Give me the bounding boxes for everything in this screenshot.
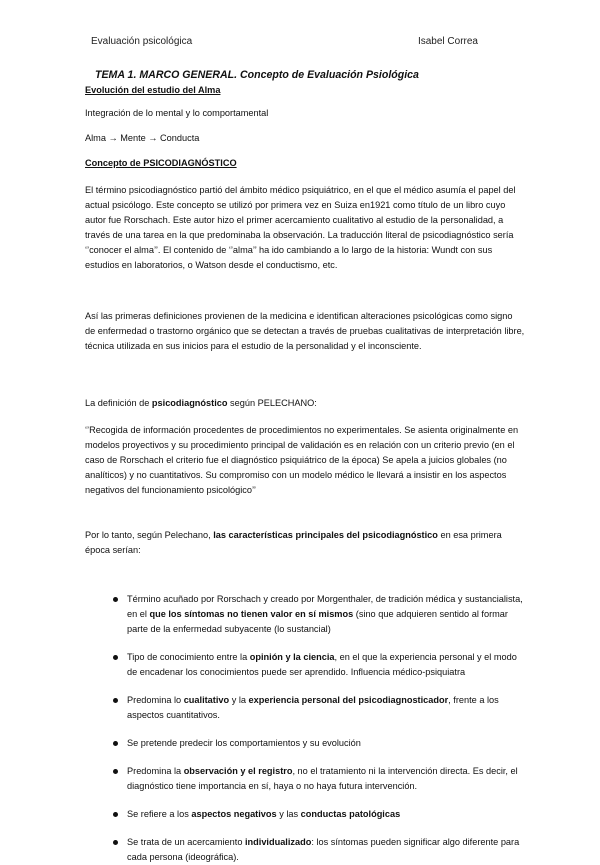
intro-bold: las características principales del psicodiagnóstico	[213, 530, 438, 540]
list-item-bold: experiencia personal del psicodiagnosticador	[248, 695, 449, 705]
list-item-bold: que los síntomas no tienen valor en sí mismos	[149, 609, 354, 619]
list-item-bold: individualizado	[244, 837, 312, 847]
list-item-text: Predomina la	[127, 766, 184, 776]
paragraph-alma-mente-conducta: Alma → Mente → Conducta	[85, 133, 200, 143]
page-title: TEMA 1. MARCO GENERAL. Concepto de Evaluación Psiológica	[95, 69, 419, 81]
list-item-text: Tipo de conocimiento entre la	[127, 652, 250, 662]
list-item-text: , no el tratamiento ni la intervención directa. Es decir, el diagnóstico tiene importancia en sí, haya o no haya futura intervención.	[127, 766, 518, 791]
list-item	[85, 592, 525, 637]
bullet-dot-icon	[113, 741, 118, 746]
list-item-text: Se refiere a los	[127, 809, 192, 819]
list-item-text: y la	[229, 695, 249, 705]
list-item-text: Término acuñado por Rorschach y creado por Morgenthaler, de tradición médica y sustancialista, en el	[127, 594, 523, 619]
bullet-dot-icon	[113, 698, 118, 703]
header-left-text: Evaluación psicológica	[91, 36, 193, 47]
list-item	[85, 650, 525, 680]
paragraph-primeras-definiciones: Así las primeras definiciones provienen de la medicina e identifican alteraciones psicológicas como signo de enfermedad o trastorno orgánico que se detectan a través de pruebas cualitativas de interpretación libre, técnica utilizada en sus inicios para el estudio de la personalidad y el inconsciente.	[85, 311, 525, 351]
section-heading-alma: Evolución del estudio del Alma	[85, 85, 221, 95]
list-item-text: y las	[276, 809, 301, 819]
list-item	[85, 693, 525, 723]
document-body	[85, 83, 525, 865]
list-item	[85, 764, 525, 794]
definicion-text-2: según PELECHANO:	[227, 398, 317, 408]
list-item-text: Se trata de un acercamiento	[127, 837, 245, 847]
list-item	[85, 736, 525, 751]
bullet-dot-icon	[113, 769, 118, 774]
list-item-bold: conductas patológicas	[300, 809, 401, 819]
definicion-text-1: La definición de	[85, 398, 152, 408]
list-item-text: Se pretende predecir los comportamientos y su evolución	[127, 738, 361, 748]
intro-text-1: Por lo tanto, según Pelechano,	[85, 530, 214, 540]
list-item-bold: cualitativo	[183, 695, 230, 705]
bullet-dot-icon	[113, 655, 118, 660]
list-item	[85, 835, 525, 865]
bullet-dot-icon	[113, 812, 118, 817]
list-item	[85, 807, 525, 822]
paragraph-caracteristicas-intro	[85, 528, 525, 558]
list-item-text: , en el que la experiencia personal y el modo de encadenar los conocimientos puede ser aprendido. Influencia médico-psiquiatra	[127, 652, 517, 677]
list-item-text: (sino que adquieren sentido al formar parte de la enfermedad subyacente (lo sustancial)	[127, 609, 508, 634]
caracteristicas-list	[85, 592, 525, 865]
list-item-bold: observación y el registro	[183, 766, 293, 776]
paragraph-cita-pelechano: ‘’Recogida de información procedentes de procedimientos no experimentales. Se asienta originalmente en modelos proyectivos y su procedimiento principal de validación es en relación con un criterio previo (en el caso de Rorschach el criterio fue el diagnóstico psiquiátrico de la época) Se apela a juicios globales (no analíticos) y no cuantitativos. Su compromiso con un modelo médico le llevará a insistir en los aspectos negativos del funcionamiento psicológico’’	[85, 425, 519, 495]
list-item-text: , frente a los aspectos cuantitativos.	[127, 695, 499, 720]
paragraph-integracion: Integración de lo mental y lo comportamental	[85, 108, 269, 118]
list-item-bold: opinión y la ciencia	[249, 652, 335, 662]
bullet-dot-icon	[113, 597, 118, 602]
intro-text-2: en esa primera época serían:	[85, 530, 502, 555]
list-item-text: Predomina lo	[127, 695, 184, 705]
bullet-dot-icon	[113, 840, 118, 845]
list-item-text: : los síntomas pueden significar algo diferente para cada persona (ideográfica).	[127, 837, 520, 862]
definicion-bold: psicodiagnóstico	[151, 398, 228, 408]
list-item-bold: aspectos negativos	[191, 809, 277, 819]
paragraph-definicion-intro	[85, 396, 525, 411]
paragraph-origen: El término psicodiagnóstico partió del ámbito médico psiquiátrico, en el que el médico asumía el papel del actual psicólogo. Este concepto se utilizó por primera vez en Suiza en1921 como título de un libro cuyo autor fue Rorschach. Este autor hizo el primer acercamiento cualitativo al estudio de la personalidad, a través de una tarea en la que predominaba la observación. La traducción literal de psicodiagnóstico sería ‘’conocer el alma’’. El contenido de ‘’alma’’ ha ido cambiando a lo largo de la historia: Wundt con sus estudios en laboratorios, o Watson desde el conductismo, etc.	[85, 185, 516, 270]
section-heading-psicodiagnostico: Concepto de PSICODIAGNÓSTICO	[85, 158, 237, 168]
header-right-text: Isabel Correa	[417, 36, 478, 47]
